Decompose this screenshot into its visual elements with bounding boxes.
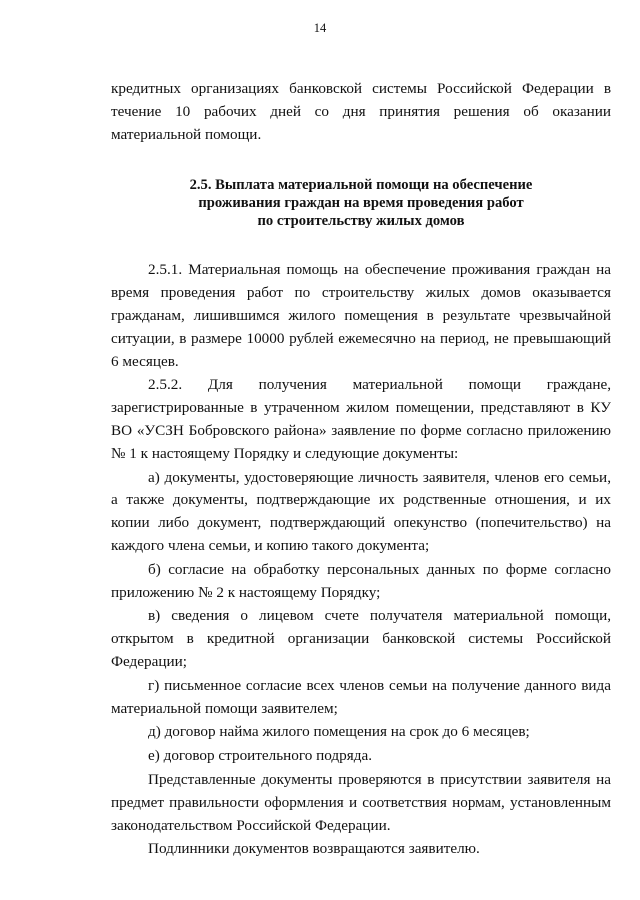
list-item-e: е) договор строительного подряда.: [148, 747, 372, 765]
list-item-b: б) согласие на обработку персональных данных по форме согласно приложению № 2 к настоящему Порядку;: [111, 560, 611, 601]
paragraph-2-5-2: 2.5.2. Для получения материальной помощи граждане, зарегистрированные в утраченном жилом помещении, представляют в КУ ВО «УСЗН Бобровского района» заявление по форме согласно приложению № 1 к настоящему Порядку и следующие документы:: [111, 376, 611, 462]
section-heading: [111, 176, 611, 230]
section-heading-line-3: по строительству жилых домов: [257, 213, 465, 230]
verification-paragraph: Представленные документы проверяются в присутствии заявителя на предмет правильности оформления и соответствия нормам, установленным законодательством Российской Федерации.: [111, 770, 611, 834]
intro-paragraph: кредитных организациях банковской системы Российской Федерации в течение 10 рабочих дней со дня принятия решения об оказании материальной помощи.: [111, 80, 611, 143]
document-body: [111, 78, 611, 861]
section-heading-line-1: 2.5. Выплата материальной помощи на обеспечение: [189, 177, 533, 194]
page-number: 14: [313, 21, 327, 35]
originals-paragraph: Подлинники документов возвращаются заявителю.: [148, 840, 480, 858]
list-item-a: а) документы, удостоверяющие личность заявителя, членов его семьи, а также документы, подтверждающие их родственные отношения, и их копии либо документ, подтверждающий опекунство (попечительство) на каждого члена семьи, и копию такого документа;: [111, 468, 611, 554]
list-item-g: г) письменное согласие всех членов семьи на получение данного вида материальной помощи заявителем;: [111, 676, 611, 717]
paragraph-2-5-1: 2.5.1. Материальная помощь на обеспечение проживания граждан на время проведения работ по строительству жилых домов оказывается гражданам, лишившимся жилого помещения в результате чрезвычайной ситуации, в размере 10000 рублей ежемесячно на период, не превышающий 6 месяцев.: [111, 261, 611, 370]
section-heading-line-2: проживания граждан на время проведения работ: [198, 195, 524, 212]
list-item-d: д) договор найма жилого помещения на срок до 6 месяцев;: [148, 723, 530, 741]
list-item-v: в) сведения о лицевом счете получателя материальной помощи, открытом в кредитной организации банковской системы Российской Федерации;: [111, 607, 611, 670]
